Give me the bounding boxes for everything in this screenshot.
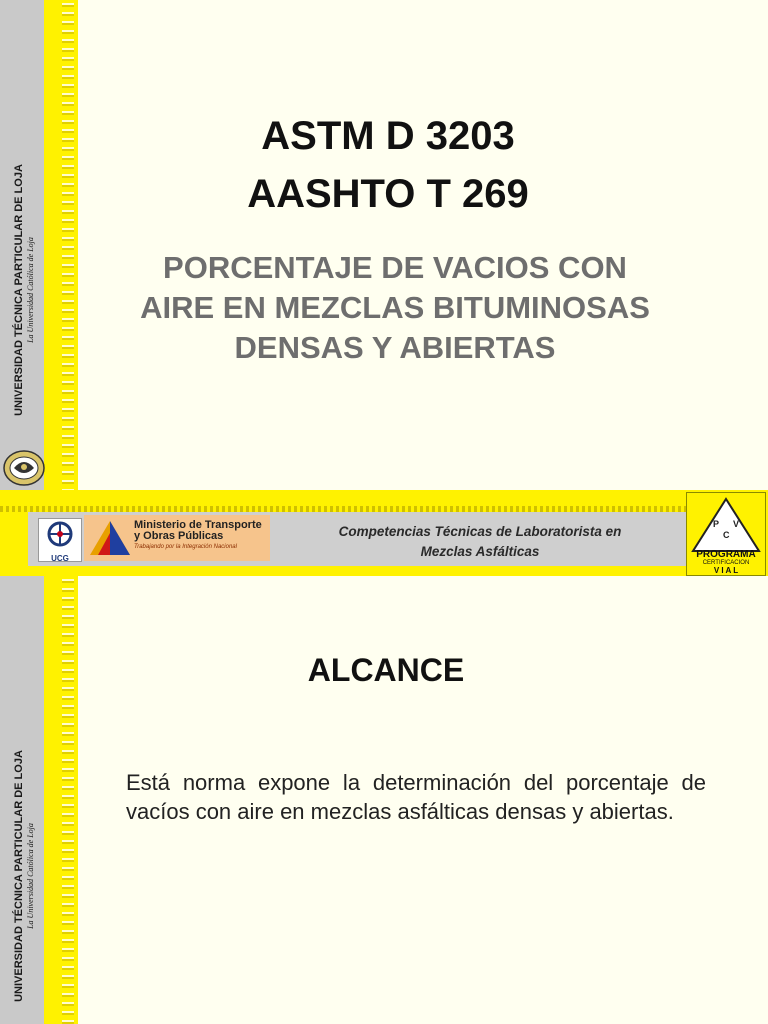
university-motto: La Universidad Católica de Loja: [26, 237, 36, 343]
pvc-letter-v: V: [733, 519, 740, 529]
pvc-letter-c: C: [723, 530, 730, 540]
title-aashto: AASHTO T 269: [247, 172, 529, 216]
sidebar-university-name: [4, 726, 44, 1024]
ucg-emblem-icon: [39, 519, 81, 549]
title-astm: ASTM D 3203: [261, 114, 515, 158]
university-name: UNIVERSIDAD TÉCNICA PARTICULAR DE LOJA: [13, 164, 26, 416]
subtitle-line-3: DENSAS Y ABIERTAS: [234, 330, 556, 365]
section-body: Está norma expone la determinación del porcentaje de vacíos con aire en mezclas asfálticas densas y abiertas.: [126, 770, 706, 824]
pvc-logo: [686, 492, 766, 576]
course-title: [285, 522, 675, 562]
slide-subtitle: [100, 248, 690, 368]
ministry-tagline: Trabajando por la Integración Nacional: [134, 544, 237, 550]
pvc-vial: V I A L: [713, 566, 739, 575]
course-title-line-2: Mezclas Asfálticas: [420, 544, 540, 559]
pvc-letter-p: P: [713, 519, 720, 529]
subtitle-line-2: AIRE EN MEZCLAS BITUMINOSAS: [140, 290, 650, 325]
sidebar-wave-pattern: [62, 0, 74, 490]
university-name: UNIVERSIDAD TÉCNICA PARTICULAR DE LOJA: [13, 750, 26, 1002]
sidebar-wave-pattern: [62, 576, 74, 1024]
pvc-programa: PROGRAMA: [696, 549, 756, 560]
subtitle-line-1: PORCENTAJE DE VACIOS CON: [163, 250, 627, 285]
pvc-triangle-icon: [687, 493, 765, 575]
course-title-line-1: Competencias Técnicas de Laboratorista en: [338, 524, 622, 539]
ucg-logo: [38, 518, 82, 562]
ministry-name: [134, 520, 262, 542]
ucg-label: UCG: [51, 554, 69, 563]
university-seal-icon: [2, 448, 46, 488]
ministry-logo: [84, 515, 270, 561]
section-heading: ALCANCE: [307, 652, 465, 688]
university-motto: La Universidad Católica de Loja: [26, 823, 36, 929]
pvc-certificacion: CERTIFICACION: [702, 560, 750, 566]
slide-title: [0, 0, 768, 490]
ministry-name-line-1: Ministerio de Transporte: [134, 519, 262, 531]
ministry-emblem-icon: [88, 519, 132, 557]
course-banner: [0, 490, 768, 576]
sidebar-university-name: [4, 140, 44, 440]
ministry-name-line-2: y Obras Públicas: [134, 530, 224, 542]
